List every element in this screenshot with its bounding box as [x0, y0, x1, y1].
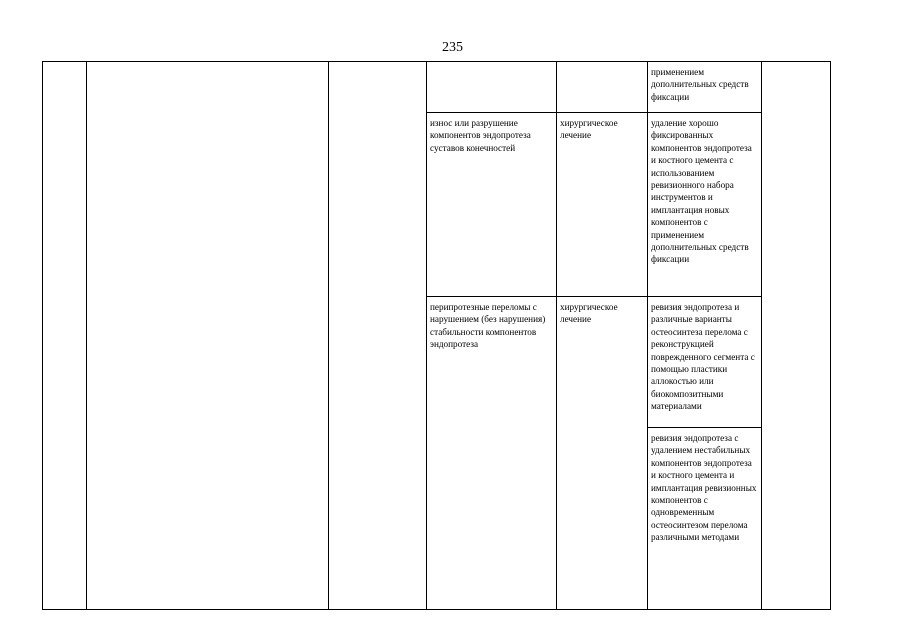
method-cell: ревизия эндопротеза и различные варианты остеосинтеза перелома с реконструкцией поврежденного сегмента с помощью пластики аллокостью или биокомпозитными материалами	[648, 297, 762, 428]
treatment-type-cell: хирургическое лечение	[557, 113, 648, 297]
diagnosis-cell: износ или разрушение компонентов эндопротеза суставов конечностей	[427, 113, 557, 297]
diagnosis-cell	[427, 62, 557, 113]
column-2-cell	[87, 62, 329, 610]
method-cell: применением дополнительных средств фиксации	[648, 62, 762, 113]
medical-care-table	[42, 61, 831, 610]
treatment-type-cell	[557, 62, 648, 113]
column-3-cell	[329, 62, 427, 610]
column-1-cell	[43, 62, 87, 610]
column-7-cell	[762, 62, 831, 610]
page-number: 235	[442, 40, 463, 55]
method-cell: ревизия эндопротеза с удалением нестабильных компонентов эндопротеза и костного цемента и имплантация ревизионных компонентов с одновременным остеосинтезом перелома различными методами	[648, 428, 762, 610]
treatment-type-cell: хирургическое лечение	[557, 297, 648, 610]
diagnosis-cell: перипротезные переломы с нарушением (без нарушения) стабильности компонентов эндопротеза	[427, 297, 557, 610]
method-cell: удаление хорошо фиксированных компонентов эндопротеза и костного цемента с использованием ревизионного набора инструментов и имплантация новых компонентов с применением дополнительных средств фиксации	[648, 113, 762, 297]
table-row	[43, 62, 831, 113]
